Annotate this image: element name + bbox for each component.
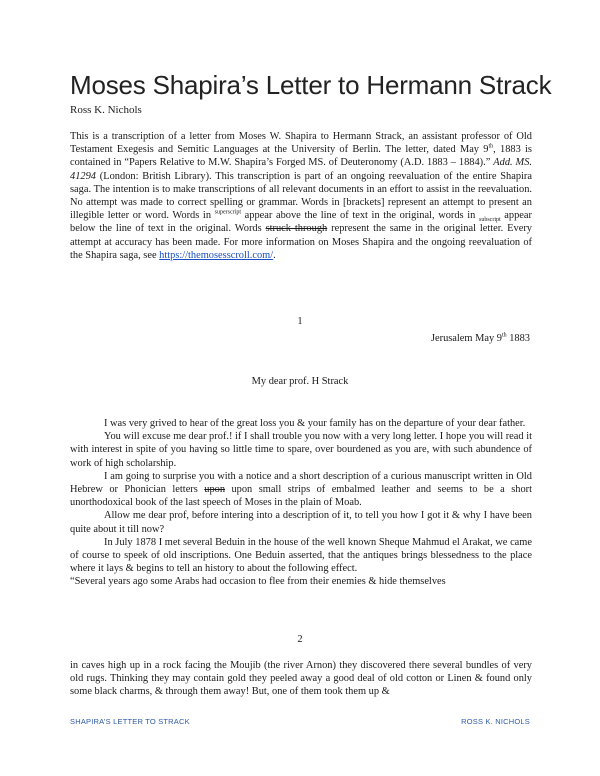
letter-paragraph: in caves high up in a rock facing the Moujib (the river Arnon) they discovered there several bundles of very old rugs. Thinking they may contain gold they peeled away a good deal of old cotton or Linen & found only some black charms, & through them away! But, one of them took them up & (70, 660, 532, 698)
letter-paragraph (70, 470, 532, 510)
page-number-1: 1 (297, 316, 303, 327)
footer-author: ROSS K. NICHOLS (461, 717, 530, 726)
intro-text-1: This is a transcription of a letter from Moses W. Shapira to Hermann Strack, an assistant professor of Old Testament Exegesis and Semitic Languages at the University of Berlin. The letter, dated May 9 (70, 131, 532, 156)
intro-sup-th: th (488, 143, 494, 150)
dateline-text: Jerusalem May 9 (430, 333, 502, 344)
letter-paragraph: Allow me dear prof, before intering into a description of it, to tell you how I got it & why I have been quite about it till now? (70, 510, 532, 535)
letter-continuation (70, 659, 532, 699)
letter-paragraph: I was very grived to hear of the great loss you & your family has on the departure of your dear father. (104, 418, 526, 429)
author-name: Ross K. Nichols (70, 104, 142, 116)
letter-greeting: My dear prof. H Strack (251, 376, 349, 387)
intro-text-6: represent the same in the original letter. Every attempt at accuracy has been made. For more information on Moses Shapira and the ongoing reevaluation of the Shapira saga, see (70, 223, 532, 261)
page-number-2: 2 (297, 634, 303, 645)
document-title: Moses Shapira’s Letter to Hermann Strack (70, 70, 552, 100)
letter-text: I am going to surprise you with a notice and a short description of a curious manuscript written in Old Hebrew or Phonician letters (70, 470, 532, 496)
intro-paragraph (70, 130, 532, 262)
letter-dateline (431, 333, 530, 344)
intro-superscript-example: superscript (214, 209, 241, 216)
footer-title: SHAPIRA’S LETTER TO STRACK (70, 717, 190, 726)
intro-manuscript-ref: Add. MS. 41294 (70, 157, 533, 182)
letter-text: upon small strips of embalmed leather and seems to be a short unorthodoxical book of the last speech of Moses in the plain of Moab. (70, 484, 532, 509)
intro-text-4: appear above the line of text in the original, words in (241, 210, 479, 222)
intro-text-5: appear below the line of text in the original. Words (70, 210, 532, 235)
intro-text-3: (London: British Library). This transcription is part of an ongoing reevaluation of the entire Shapira saga. The intention is to make transcriptions of all relevant documents in an effort to assist in the reevaluation. No attempt was made to correct spelling or grammar. Words in [brackets] represent an attempt to present an illegible letter or word. Words in (70, 170, 532, 222)
intro-text-7: . (273, 249, 276, 261)
letter-paragraph: You will excuse me dear prof.! if I shall trouble you now with a very long letter. I hope you will read it with interest in spite of you having so little time to spare, over bourdened as you are, with such abundence of work of high scholarship. (70, 431, 532, 469)
dateline-sup: th (501, 332, 507, 339)
website-link[interactable]: https://themosesscroll.com/ (159, 249, 274, 261)
letter-body (70, 417, 532, 589)
letter-paragraph: “Several years ago some Arabs had occasion to flee from their enemies & hide themselves (70, 576, 446, 588)
intro-struck-example: struck through (265, 223, 328, 235)
letter-paragraph: In July 1878 I met several Beduin in the house of the well known Sheque Mahmud el Arakat, we came of course to speek of old inscriptions. One Beduin asserted, that the antiques brings blessedness to the place where it lays & begins to tell an history to about the following effect. (70, 536, 532, 575)
dateline-year: 1883 (506, 333, 530, 344)
letter-struck-word: upon (204, 484, 226, 496)
intro-text-2: , 1883 is contained in “Papers Relative to M.W. Shapira’s Forged MS. of Deuteronomy (A.D. 1883 – 1884).” (70, 144, 532, 169)
intro-subscript-example: subscript (478, 217, 501, 224)
